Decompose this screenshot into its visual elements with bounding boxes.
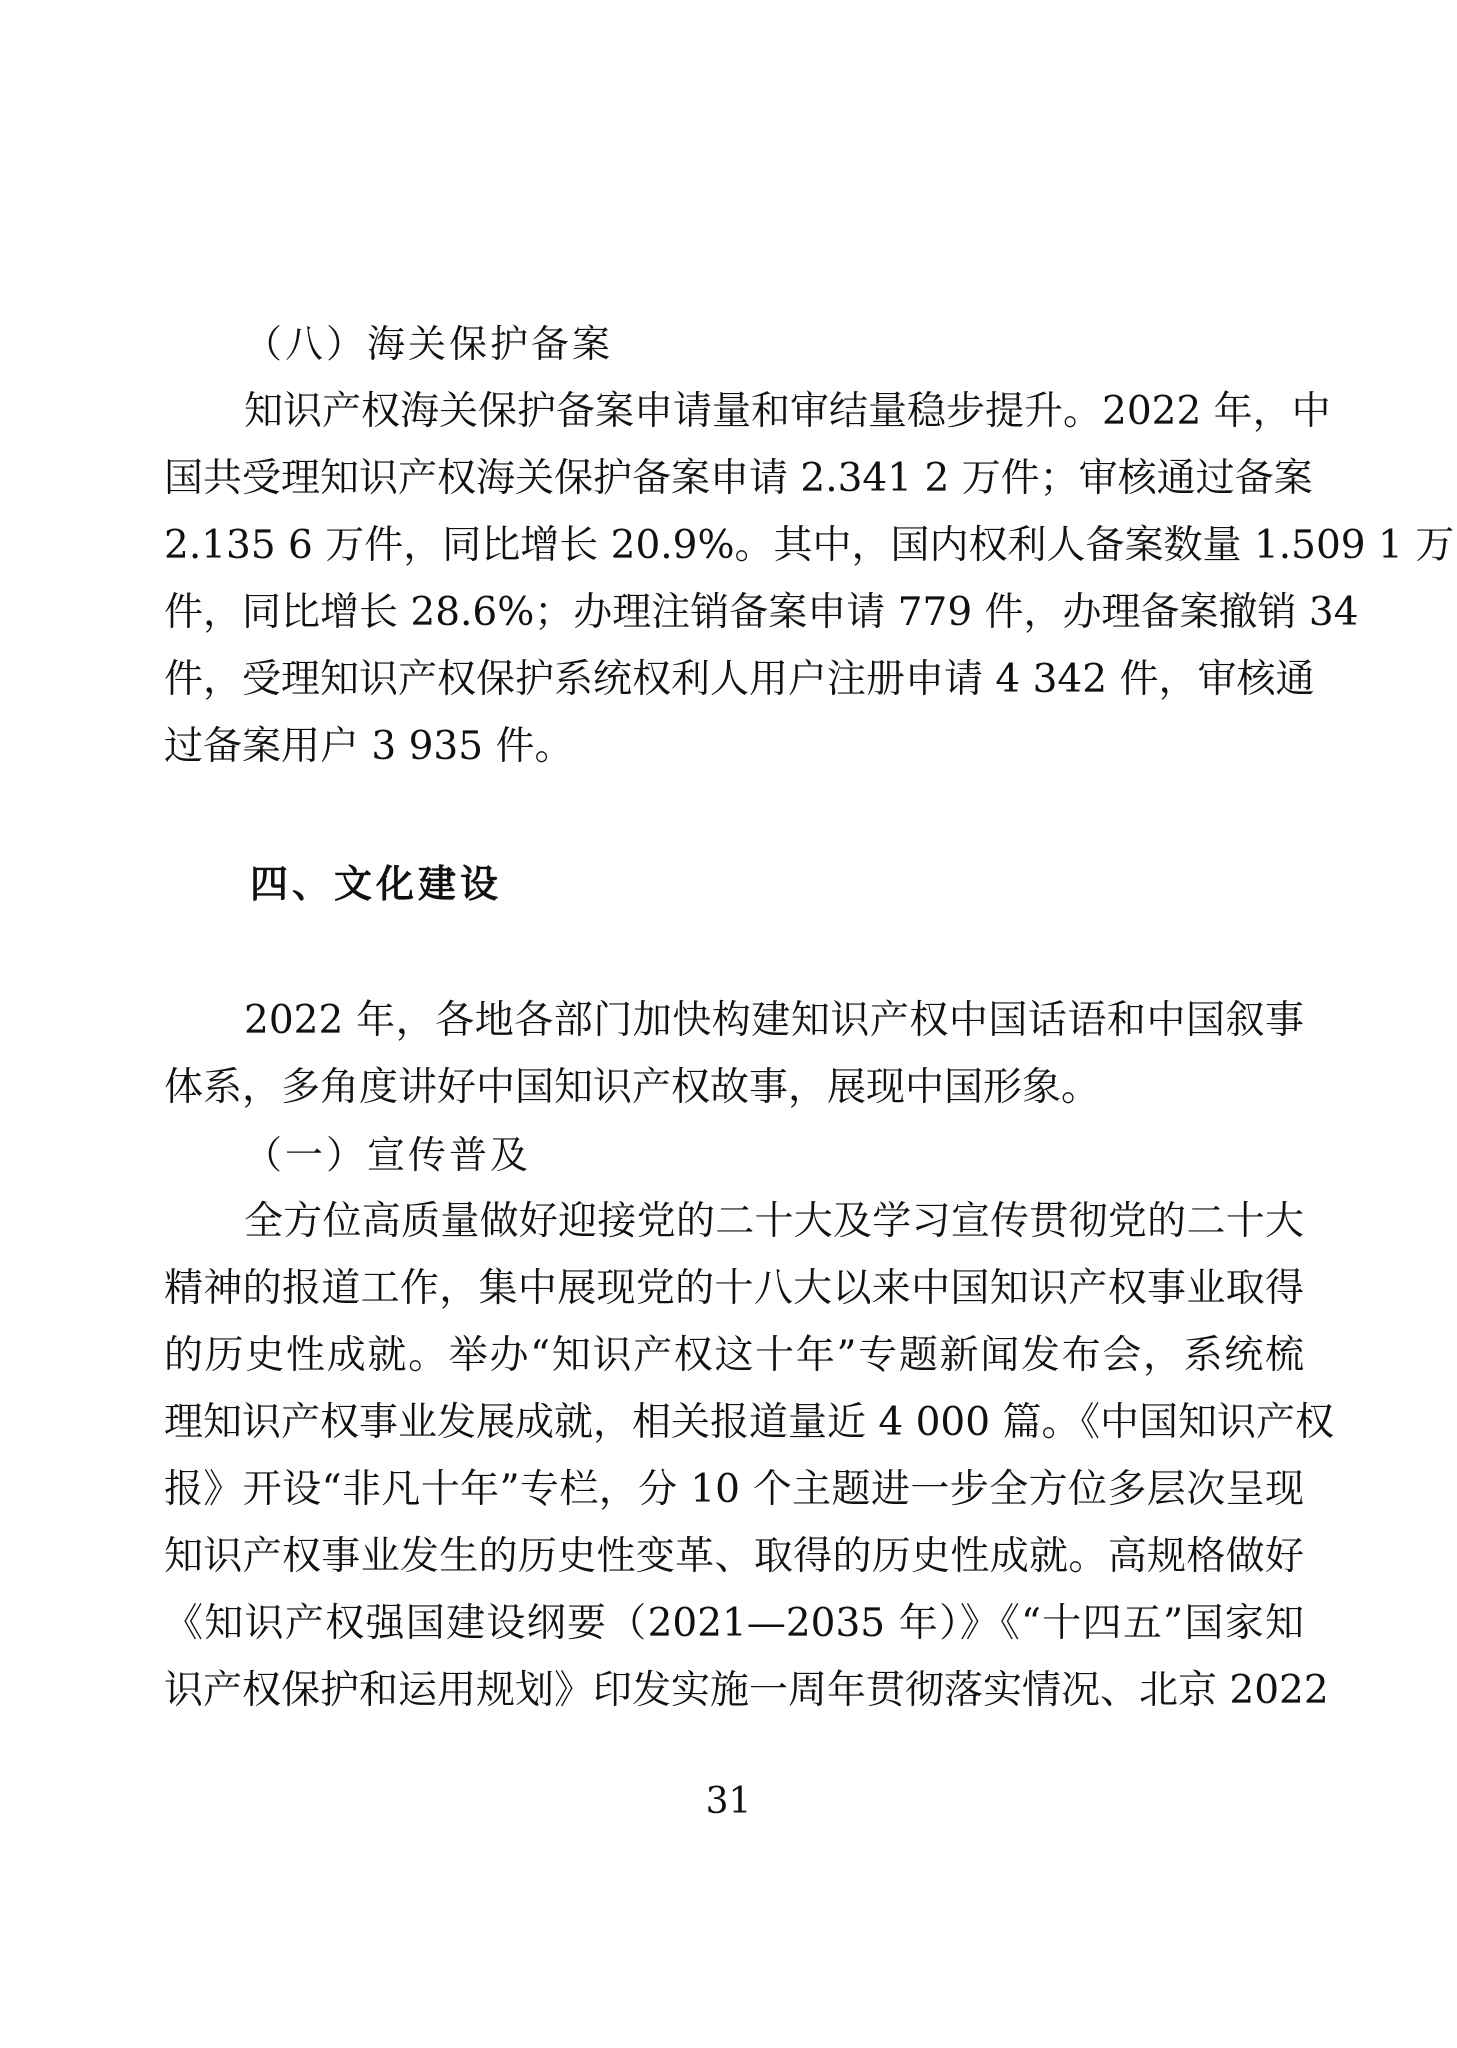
paragraph-line: 国共受理知识产权海关保护备案申请 2.341 2 万件；审核通过备案 bbox=[164, 456, 1313, 501]
paragraph-line: 2.135 6 万件，同比增长 20.9%。其中，国内权利人备案数量 1.509 1 万 bbox=[164, 523, 1455, 568]
subsection-heading-customs-protection: （八）海关保护备案 bbox=[244, 322, 614, 366]
subsection-heading-publicity: （一）宣传普及 bbox=[244, 1133, 532, 1177]
paragraph-line: 件，受理知识产权保护系统权利人用户注册申请 4 342 件，审核通 bbox=[164, 657, 1315, 702]
paragraph-line: 全方位高质量做好迎接党的二十大及学习宣传贯彻党的二十大 bbox=[244, 1199, 1304, 1244]
section-heading-culture: 四、文化建设 bbox=[250, 862, 503, 906]
paragraph-line: 精神的报道工作，集中展现党的十八大以来中国知识产权事业取得 bbox=[164, 1266, 1304, 1311]
paragraph-line: 2022 年，各地各部门加快构建知识产权中国话语和中国叙事 bbox=[244, 998, 1304, 1043]
paragraph-line: 《知识产权强国建设纲要（2021—2035 年）》《“十四五”国家知 bbox=[164, 1601, 1304, 1646]
paragraph-line: 件，同比增长 28.6%；办理注销备案申请 779 件，办理备案撤销 34 bbox=[164, 590, 1359, 635]
paragraph-line: 知识产权海关保护备案申请量和审结量稳步提升。2022 年，中 bbox=[244, 389, 1331, 434]
page-number: 31 bbox=[705, 1781, 752, 1822]
paragraph-line: 过备案用户 3 935 件。 bbox=[164, 724, 574, 769]
paragraph-line: 理知识产权事业发展成就，相关报道量近 4 000 篇。《中国知识产权 bbox=[164, 1400, 1334, 1445]
paragraph-line: 识产权保护和运用规划》印发实施一周年贯彻落实情况、北京 2022 bbox=[164, 1668, 1329, 1713]
paragraph-line: 知识产权事业发生的历史性变革、取得的历史性成就。高规格做好 bbox=[164, 1534, 1304, 1579]
paragraph-line: 体系，多角度讲好中国知识产权故事，展现中国形象。 bbox=[164, 1065, 1101, 1110]
paragraph-line: 的历史性成就。举办“知识产权这十年”专题新闻发布会，系统梳 bbox=[164, 1333, 1304, 1378]
paragraph-line: 报》开设“非凡十年”专栏，分 10 个主题进一步全方位多层次呈现 bbox=[164, 1467, 1304, 1512]
